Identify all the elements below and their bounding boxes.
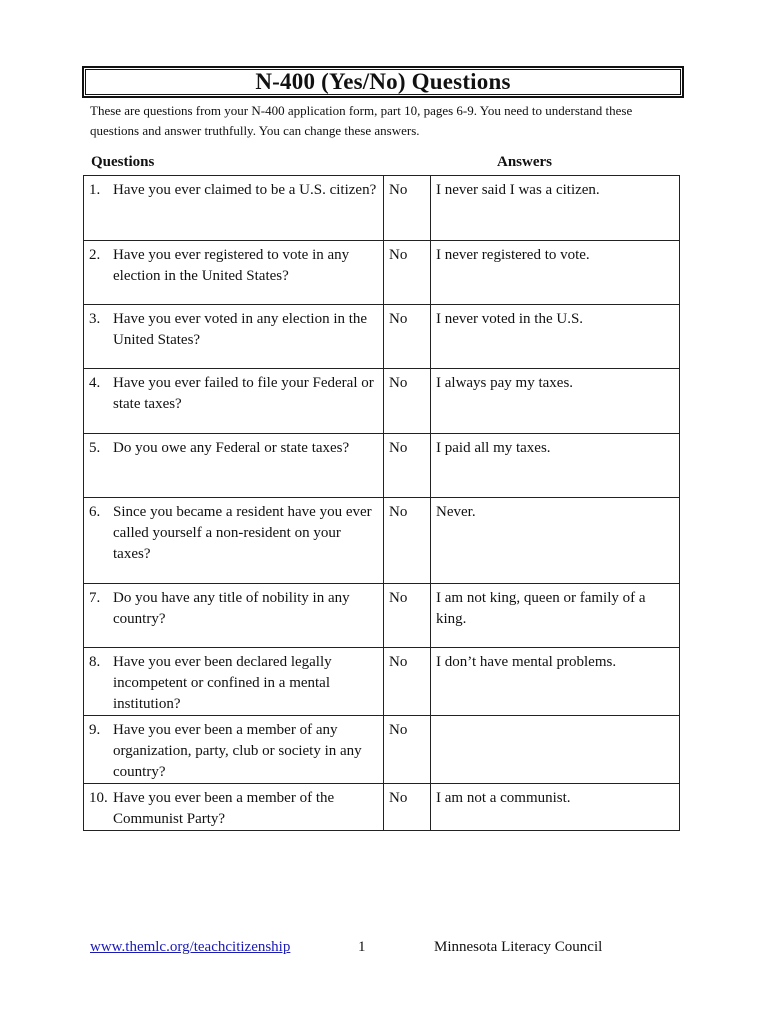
answer-cell: I am not king, queen or family of a king. xyxy=(431,584,680,648)
questions-header: Questions xyxy=(91,154,155,170)
question-text: Have you ever claimed to be a U.S. citizen? xyxy=(113,182,377,198)
question-number: 2. xyxy=(89,247,101,263)
question-cell xyxy=(84,241,384,305)
questions-table xyxy=(83,175,680,831)
question-cell xyxy=(84,369,384,434)
question-text: Do you owe any Federal or state taxes? xyxy=(113,440,350,456)
question-cell xyxy=(84,648,384,716)
yes-no-cell: No xyxy=(384,305,431,369)
question-cell xyxy=(84,434,384,498)
yes-no-cell: No xyxy=(384,584,431,648)
answer-cell: I paid all my taxes. xyxy=(431,434,680,498)
table-row xyxy=(84,584,680,648)
question-cell xyxy=(84,716,384,784)
yes-no-cell: No xyxy=(384,369,431,434)
yes-no-cell: No xyxy=(384,648,431,716)
question-number: 5. xyxy=(89,440,101,456)
table-row xyxy=(84,434,680,498)
question-text: Have you ever voted in any election in the United States? xyxy=(113,311,368,348)
intro-text: These are questions from your N-400 application form, part 10, pages 6-9. You need to understand these questions and answer truthfully. You can change these answers. xyxy=(90,103,633,138)
question-cell xyxy=(84,784,384,831)
table-row xyxy=(84,305,680,369)
table-row xyxy=(84,241,680,305)
question-number: 3. xyxy=(89,311,101,327)
yes-no-cell: No xyxy=(384,716,431,784)
question-text: Do you have any title of nobility in any country? xyxy=(113,590,350,627)
question-cell xyxy=(84,584,384,648)
answer-cell xyxy=(431,716,680,784)
yes-no-cell: No xyxy=(384,498,431,584)
yes-no-cell: No xyxy=(384,241,431,305)
answer-cell: I never voted in the U.S. xyxy=(431,305,680,369)
answer-cell: Never. xyxy=(431,498,680,584)
question-text: Have you ever been a member of the Communist Party? xyxy=(113,790,335,827)
answers-header: Answers xyxy=(497,154,552,170)
table-row xyxy=(84,498,680,584)
answer-cell: I don’t have mental problems. xyxy=(431,648,680,716)
answer-cell: I never registered to vote. xyxy=(431,241,680,305)
page-number: 1 xyxy=(358,939,366,955)
table-row xyxy=(84,369,680,434)
question-number: 4. xyxy=(89,375,101,391)
yes-no-cell: No xyxy=(384,434,431,498)
question-number: 7. xyxy=(89,590,101,606)
yes-no-cell: No xyxy=(384,176,431,241)
question-text: Since you became a resident have you ever called yourself a non-resident on your taxes? xyxy=(113,504,372,562)
table-row xyxy=(84,716,680,784)
table-row xyxy=(84,176,680,241)
footer-link[interactable]: www.themlc.org/teachcitizenship xyxy=(90,939,291,955)
yes-no-cell: No xyxy=(384,784,431,831)
answer-cell: I am not a communist. xyxy=(431,784,680,831)
question-cell xyxy=(84,498,384,584)
answer-cell: I always pay my taxes. xyxy=(431,369,680,434)
question-number: 1. xyxy=(89,182,101,198)
table-row xyxy=(84,648,680,716)
question-text: Have you ever failed to file your Federal or state taxes? xyxy=(113,375,374,412)
title-box xyxy=(82,66,684,98)
answer-cell: I never said I was a citizen. xyxy=(431,176,680,241)
table-row xyxy=(84,784,680,831)
footer-organization: Minnesota Literacy Council xyxy=(434,939,603,955)
question-cell xyxy=(84,176,384,241)
question-number: 8. xyxy=(89,654,101,670)
question-text: Have you ever registered to vote in any election in the United States? xyxy=(113,247,350,284)
page-title: N-400 (Yes/No) Questions xyxy=(255,69,511,94)
question-number: 6. xyxy=(89,504,101,520)
question-text: Have you ever been a member of any organization, party, club or society in any country? xyxy=(113,722,362,780)
question-number: 9. xyxy=(89,722,101,738)
question-text: Have you ever been declared legally incompetent or confined in a mental institution? xyxy=(113,654,332,712)
question-cell xyxy=(84,305,384,369)
question-number: 10. xyxy=(89,790,108,806)
